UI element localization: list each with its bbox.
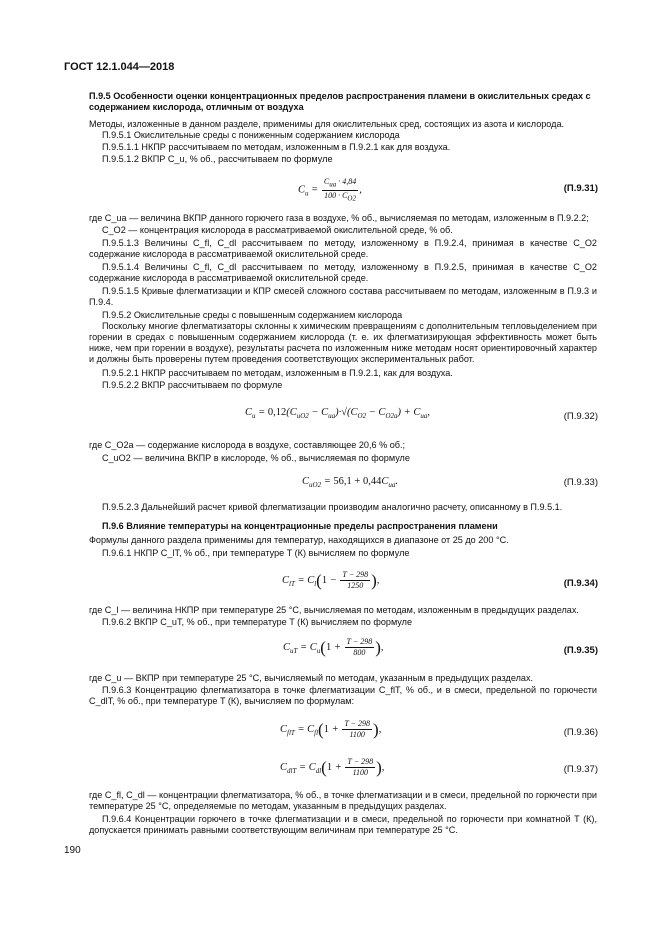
paragraph: П.9.5.1.5 Кривые флегматизации и КПР смесей сложного состава рассчитываем по методам, изложенным в П.9.3 и П.9.4. — [89, 286, 597, 307]
formula-p9-34: $C_{lT} = C_l(1$ − $\frac{T - 298}{1250}$ ), — [282, 570, 380, 590]
paragraph: Формулы данного раздела применимы для температур, находящихся в диапазоне от 25 до 200 °С. — [89, 535, 509, 545]
paragraph: Методы, изложенные в данном разделе, применимы для окислительных сред, состоящих из азота и кислорода. — [89, 119, 565, 129]
definition-line: C_O2 — концентрация кислорода в рассматриваемой окислительной среде, % об. — [102, 225, 453, 235]
paragraph: П.9.5.1.3 Величины C_fl, C_dl рассчитываем по методу, изложенному в П.9.2.4, принимая в качестве C_O2 содержание кислорода в рассматриваемой окислительной среде. — [89, 238, 597, 259]
paragraph: П.9.6.2 ВКПР C_uT, % об., при температуре T (К) вычисляем по формуле — [102, 617, 413, 627]
paragraph: П.9.5.2.2 ВКПР рассчитываем по формуле — [102, 380, 283, 390]
paragraph: П.9.6.3 Концентрацию флегматизатора в точке флегматизации C_flT, % об., и в смеси, предельной по горючести C_dlT, % об., при температуре T (К), вычисляем по формулам: — [89, 685, 597, 706]
equation-number: (П.9.36) — [563, 727, 598, 738]
definition-line: где C_l — величина НКПР при температуре 25 °С, вычисляемая по методам, изложенным в предыдущих разделах. — [89, 605, 579, 615]
equation-number: (П.9.33) — [563, 477, 598, 488]
definition-line: где C_u — ВКПР при температуре 25 °С, вычисляемый по методам, указанным в предыдущих разделах. — [89, 673, 534, 683]
page-number: 190 — [64, 845, 81, 856]
formula-p9-32: $C_u = 0,12(C_{uO2} - C_{ua})\cdot√(C_{O2} - C_{O2a}) + C_{ua}$, — [245, 407, 430, 421]
section-title-p95: П.9.5 Особенности оценки концентрационных пределов распространения пламени в окислительных средах с содержанием кислорода, отличным от воздуха — [89, 91, 591, 112]
paragraph: П.9.5.2 Окислительные среды с повышенным содержанием кислорода — [102, 310, 403, 320]
equation-number: (П.9.31) — [563, 183, 598, 194]
paragraph: Поскольку многие флегматизаторы склонны к химическим превращениям с дополнительным тепловыделением при горении в средах с повышенным содержанием кислорода (т. е. их флегматизирующая эффективность может быть ниже, чем при горении в воздухе), результаты расчета по изложенным ниже методам носят ориентировочный характер и должны быть проверены путем проведения соответствующих экспериментальных работ. — [89, 321, 597, 364]
document-header: ГОСТ 12.1.044—2018 — [64, 61, 175, 73]
equation-number: (П.9.35) — [563, 645, 598, 656]
paragraph: П.9.6.1 НКПР C_lT, % об., при температуре T (К) вычисляем по формуле — [102, 548, 410, 558]
equation-number: (П.9.32) — [563, 411, 598, 422]
paragraph: П.9.5.2.3 Дальнейший расчет кривой флегматизации производим аналогично расчету, описанному в П.9.5.1. — [102, 502, 563, 512]
definition-line: C_uO2 — величина ВКПР в кислороде, % об., вычисляемая по формуле — [102, 453, 410, 463]
formula-p9-33: $C_{uO2} = 56,1 + 0,44C_{ua}$. — [302, 476, 398, 490]
paragraph: П.9.5.1.1 НКПР рассчитываем по методам, изложенным в П.9.2.1 как для воздуха. — [102, 142, 451, 152]
section-title-p96: П.9.6 Влияние температуры на концентрационные пределы распространения пламени — [102, 521, 498, 531]
formula-p9-36: $C_{flT} = C_{fl}(1$ + $\frac{T - 298}{1100}$ ), — [280, 719, 382, 739]
formula-p9-35: $C_{uT} = C_u(1$ + $\frac{T - 298}{800}$ ), — [283, 637, 384, 657]
paragraph: П.9.6.4 Концентрации горючего в точке флегматизации и в смеси, предельной по горючести при комнатной T (К), допускается принимать равными соответствующим величинам при температуре 25 °С. — [89, 814, 597, 835]
paragraph: П.9.5.2.1 НКПР рассчитываем по методам, изложенным в П.9.2.1, как для воздуха. — [102, 368, 453, 378]
definition-line: где C_ua — величина ВКПР данного горючего газа в воздухе, % об., вычисляемая по методам, изложенным в П.9.2.2; — [89, 213, 589, 223]
formula-p9-31: $C_u$ = $\frac{C_{ua} \cdot 4,84}{100 \cdot C_{O2}}$ , — [298, 177, 362, 203]
paragraph: П.9.5.1 Окислительные среды с пониженным содержанием кислорода — [102, 130, 400, 140]
formula-p9-37: $C_{dlT} = C_{dl}(1$ + $\frac{T - 298}{1100}$ ), — [280, 757, 385, 777]
equation-number: (П.9.34) — [563, 578, 598, 589]
paragraph: П.9.5.1.4 Величины C_fl, C_dl рассчитываем по методу, изложенному в П.9.2.5, принимая в качестве C_O2 содержание кислорода в рассматриваемой окислительной среде. — [89, 262, 597, 283]
definition-line: где C_O2a — содержание кислорода в воздухе, составляющее 20,6 % об.; — [89, 440, 406, 450]
equation-number: (П.9.37) — [563, 764, 598, 775]
paragraph: П.9.5.1.2 ВКПР C_u, % об., рассчитываем по формуле — [102, 154, 333, 164]
definition-line: где C_fl, C_dl — концентрации флегматизатора, % об., в точке флегматизации и в смеси, предельной по горючести при температуре 25 °С, определяемые по методам, указанным в предыдущих разделах. — [89, 790, 597, 811]
